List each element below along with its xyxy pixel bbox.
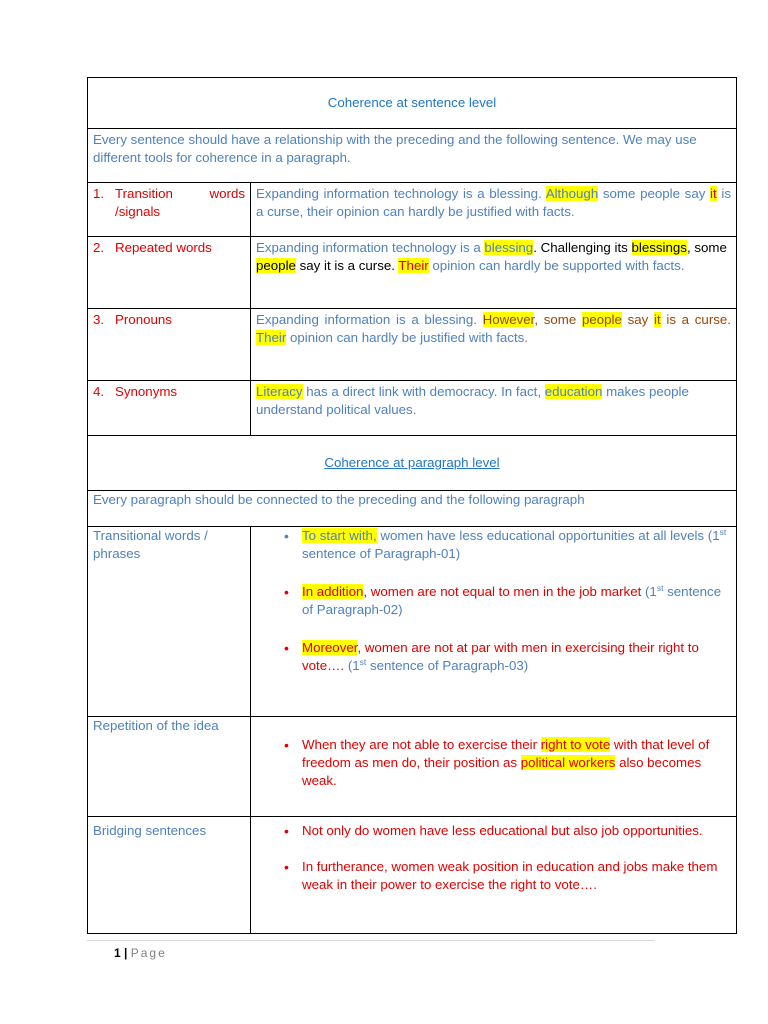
paragraph-title-row — [88, 436, 737, 491]
highlighted-word: blessing — [484, 240, 534, 255]
highlighted-word: Literacy — [256, 384, 303, 399]
text-run: with that level of freedom as men do, their position as — [302, 737, 710, 770]
paragraph-row-2-label: Repetition of the idea — [93, 718, 219, 733]
text-run: is a curse, their opinion can hardly be justified with facts. — [256, 186, 731, 219]
row-number: 4. — [93, 384, 105, 399]
row-label: Transition words /signals — [115, 186, 245, 219]
highlighted-word: education — [544, 384, 603, 399]
bullet-text — [302, 528, 726, 561]
text-run: When they are not able to exercise their — [302, 737, 541, 752]
sentence-section-title: Coherence at sentence level — [327, 95, 497, 110]
text-run: (1 — [347, 658, 360, 673]
text-run: say it is a curse. — [295, 258, 399, 273]
paragraph-section-title: Coherence at paragraph level — [324, 455, 500, 470]
highlighted-word: Their — [256, 330, 287, 345]
sentence-title-row — [88, 78, 737, 129]
text-run: women have less educational opportunities at all levels (1 — [376, 528, 720, 543]
paragraph-row-1-label-cell — [88, 527, 251, 717]
highlighted-word: Although — [545, 186, 599, 201]
sentence-row-1-example — [256, 185, 731, 221]
sentence-title-cell — [88, 78, 737, 129]
highlighted-word: it — [710, 186, 717, 201]
row-number: 2. — [93, 240, 105, 255]
paragraph-intro-row — [88, 491, 737, 527]
text-run: some people say — [598, 186, 711, 201]
text-run: , women are not equal to men in the job market — [363, 584, 645, 599]
sentence-row-4-label — [93, 383, 245, 401]
row-number: 1. — [93, 186, 105, 201]
bullet-item — [302, 822, 731, 840]
text-run: Expanding information technology is a — [256, 240, 485, 255]
sentence-row-4-label-cell — [88, 381, 251, 436]
paragraph-row-3-bullets — [256, 822, 731, 894]
bullet-item — [302, 858, 731, 894]
text-run: Not only do women have less educational but also job opportunities. — [302, 823, 703, 838]
sentence-row-1-example-cell — [251, 183, 737, 237]
text-run: has a direct link with democracy. In fact, — [302, 384, 545, 399]
paragraph-row-2-label-cell — [88, 717, 251, 817]
sentence-row-4 — [88, 381, 737, 436]
text-run: also becomes weak. — [302, 755, 702, 788]
text-run: say — [621, 312, 655, 327]
paragraph-row-3-label: Bridging sentences — [93, 823, 207, 838]
sentence-row-3 — [88, 309, 737, 381]
highlighted-word: people — [256, 258, 296, 273]
sentence-row-1 — [88, 183, 737, 237]
superscript: st — [656, 583, 664, 593]
bullet-text — [302, 640, 699, 673]
highlighted-word: people — [581, 312, 622, 327]
highlighted-word: right to vote — [540, 737, 611, 752]
paragraph-row-3 — [88, 817, 737, 934]
page-separator: | — [120, 946, 131, 960]
paragraph-row-1-content-cell — [251, 527, 737, 717]
sentence-row-2-example — [256, 239, 731, 275]
footer-divider — [87, 940, 655, 941]
paragraph-title-cell — [88, 436, 737, 491]
paragraph-row-3-label-cell — [88, 817, 251, 934]
bullet-text — [302, 859, 717, 892]
sentence-intro-row — [88, 129, 737, 183]
sentence-row-4-example-cell — [251, 381, 737, 436]
paragraph-row-2 — [88, 717, 737, 817]
text-run: makes people understand political values. — [256, 384, 689, 417]
bullet-item — [302, 736, 731, 790]
row-label: Repeated words — [115, 240, 212, 255]
text-run: Expanding information is a blessing. — [256, 312, 483, 327]
sentence-row-2-label-cell — [88, 237, 251, 309]
superscript: st — [359, 657, 367, 667]
text-run: , some — [534, 312, 582, 327]
sentence-row-2 — [88, 237, 737, 309]
paragraph-row-2-content-cell — [251, 717, 737, 817]
highlighted-word: To start with, — [302, 528, 377, 543]
text-run: Expanding information technology is a blessing. — [256, 186, 546, 201]
text-run: is a curse. — [660, 312, 731, 327]
bullet-text — [302, 823, 703, 838]
bullet-item — [302, 527, 731, 563]
text-run: sentence of Paragraph-01) — [302, 546, 461, 561]
text-run: . Challenging its — [533, 240, 632, 255]
sentence-intro-cell — [88, 129, 737, 183]
paragraph-row-3-content-cell — [251, 817, 737, 934]
highlighted-word: blessings — [631, 240, 687, 255]
paragraph-row-1-bullets — [256, 527, 731, 675]
paragraph-row-1 — [88, 527, 737, 717]
sentence-row-3-example — [256, 311, 731, 347]
page-word: Page — [130, 946, 167, 960]
highlighted-word: political workers — [520, 755, 616, 770]
text-run: opinion can hardly be justified with facts. — [286, 330, 528, 345]
text-run: sentence of Paragraph-03) — [366, 658, 529, 673]
text-run: (1 — [644, 584, 657, 599]
highlighted-word: Moreover — [302, 640, 358, 655]
sentence-row-3-example-cell — [251, 309, 737, 381]
bullet-item — [302, 583, 731, 619]
highlighted-word: it — [654, 312, 661, 327]
paragraph-row-1-label: Transitional words / phrases — [93, 528, 208, 561]
sentence-row-1-label-cell — [88, 183, 251, 237]
sentence-row-3-label-cell — [88, 309, 251, 381]
text-run: opinion can hardly be supported with facts. — [428, 258, 685, 273]
row-label: Synonyms — [115, 384, 178, 399]
bullet-text — [302, 584, 721, 617]
sentence-section-intro: Every sentence should have a relationship with the preceding and the following sentence. We may use different tools for coherence in a paragraph. — [93, 132, 697, 165]
sentence-row-4-example — [256, 383, 731, 419]
bullet-item — [302, 639, 731, 675]
coherence-table — [87, 77, 737, 934]
sentence-row-1-label — [93, 185, 245, 221]
bullet-text — [302, 737, 709, 788]
text-run: sentence of Paragraph-02) — [302, 584, 722, 617]
text-run: In furtherance, women weak position in education and jobs make them weak in their power to exercise the right to vote…. — [302, 859, 718, 892]
sentence-row-2-example-cell — [251, 237, 737, 309]
sentence-row-2-label — [93, 239, 245, 257]
row-number: 3. — [93, 312, 105, 327]
page-footer — [114, 944, 167, 962]
highlighted-word: In addition — [302, 584, 364, 599]
text-run: , women are not at par with men in exercising their right to vote…. — [302, 640, 699, 673]
page-number: 1 — [114, 946, 121, 960]
text-run: , some — [686, 240, 727, 255]
paragraph-section-intro: Every paragraph should be connected to the preceding and the following paragraph — [93, 492, 585, 507]
sentence-row-3-label — [93, 311, 245, 329]
highlighted-word: However — [482, 312, 535, 327]
paragraph-intro-cell — [88, 491, 737, 527]
superscript: st — [719, 527, 727, 537]
row-label: Pronouns — [115, 312, 172, 327]
paragraph-row-2-bullets — [256, 736, 731, 790]
highlighted-word: Their — [398, 258, 429, 273]
